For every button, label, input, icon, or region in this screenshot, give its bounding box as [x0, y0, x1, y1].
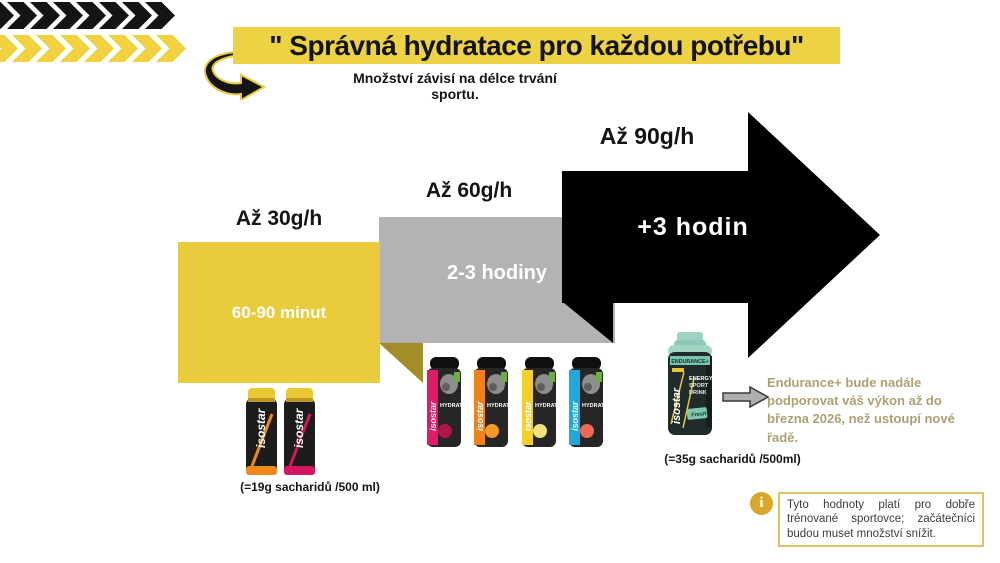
page-title: " Správná hydratace pro každou potřebu" — [269, 29, 804, 61]
stage1-duration: 60-90 minut — [231, 302, 327, 322]
promo-note: Endurance+ bude nadále podporovat váš výkon až do března 2026, než ustoupí nové řadě. — [767, 375, 955, 445]
chevron-pattern-yellow — [0, 35, 186, 62]
range-text: ENDURANCE+ — [671, 359, 709, 365]
bottle-name-line3: DRINK — [689, 390, 707, 396]
brand-text: isostar — [292, 408, 306, 448]
info-icon: i — [750, 492, 773, 515]
powder-line-text: HYDRATE — [582, 403, 608, 409]
brand-text: isostar — [671, 387, 683, 424]
stage3-rate-label: Až 90g/h — [599, 123, 695, 149]
brand-text: isostar — [475, 401, 485, 431]
brand-text: isostar — [570, 401, 580, 431]
subtitle: Množství závisí na délce trvání sportu. — [353, 70, 557, 102]
brand-text: isostar — [254, 408, 268, 448]
stage1-rate-label: Až 30g/h — [235, 207, 323, 230]
powder-line-text: HYDRATE — [487, 403, 514, 409]
powder-line-text: HYDRATE — [535, 403, 562, 409]
tablet-tubes-image — [243, 386, 319, 478]
bottle-name-line1: ENERGY — [689, 376, 713, 382]
brand-text: isostar — [523, 401, 533, 431]
stage2-rate-label: Až 60g/h — [425, 179, 513, 202]
title-banner — [233, 27, 840, 64]
bottle-name-line2: SPORT — [689, 383, 709, 389]
endurance-caption: (=35g sacharidů /500ml) — [664, 452, 801, 466]
yellow-block-shadow — [379, 343, 423, 383]
chevron-icon — [0, 35, 18, 62]
powder-containers-image — [426, 357, 608, 449]
brand-text: isostar — [428, 401, 438, 431]
flavor-text: Fresh — [690, 411, 707, 419]
stage2-duration: 2-3 hodiny — [446, 261, 547, 284]
stage3-arrow — [562, 112, 880, 358]
powder-line-text: HYDRATE — [440, 403, 467, 409]
info-note: Tyto hodnoty platí pro dobře trénované sportovce; začátečníci budou muset množství snížit. — [778, 492, 984, 547]
stage1-block — [178, 242, 380, 383]
small-right-arrow-icon — [722, 386, 770, 408]
tabs-caption: (=19g sacharidů /500 ml) — [240, 480, 380, 494]
stage3-duration: +3 hodin — [637, 213, 749, 241]
endurance-bottle-image — [660, 332, 720, 437]
chevron-pattern-black — [0, 2, 175, 29]
